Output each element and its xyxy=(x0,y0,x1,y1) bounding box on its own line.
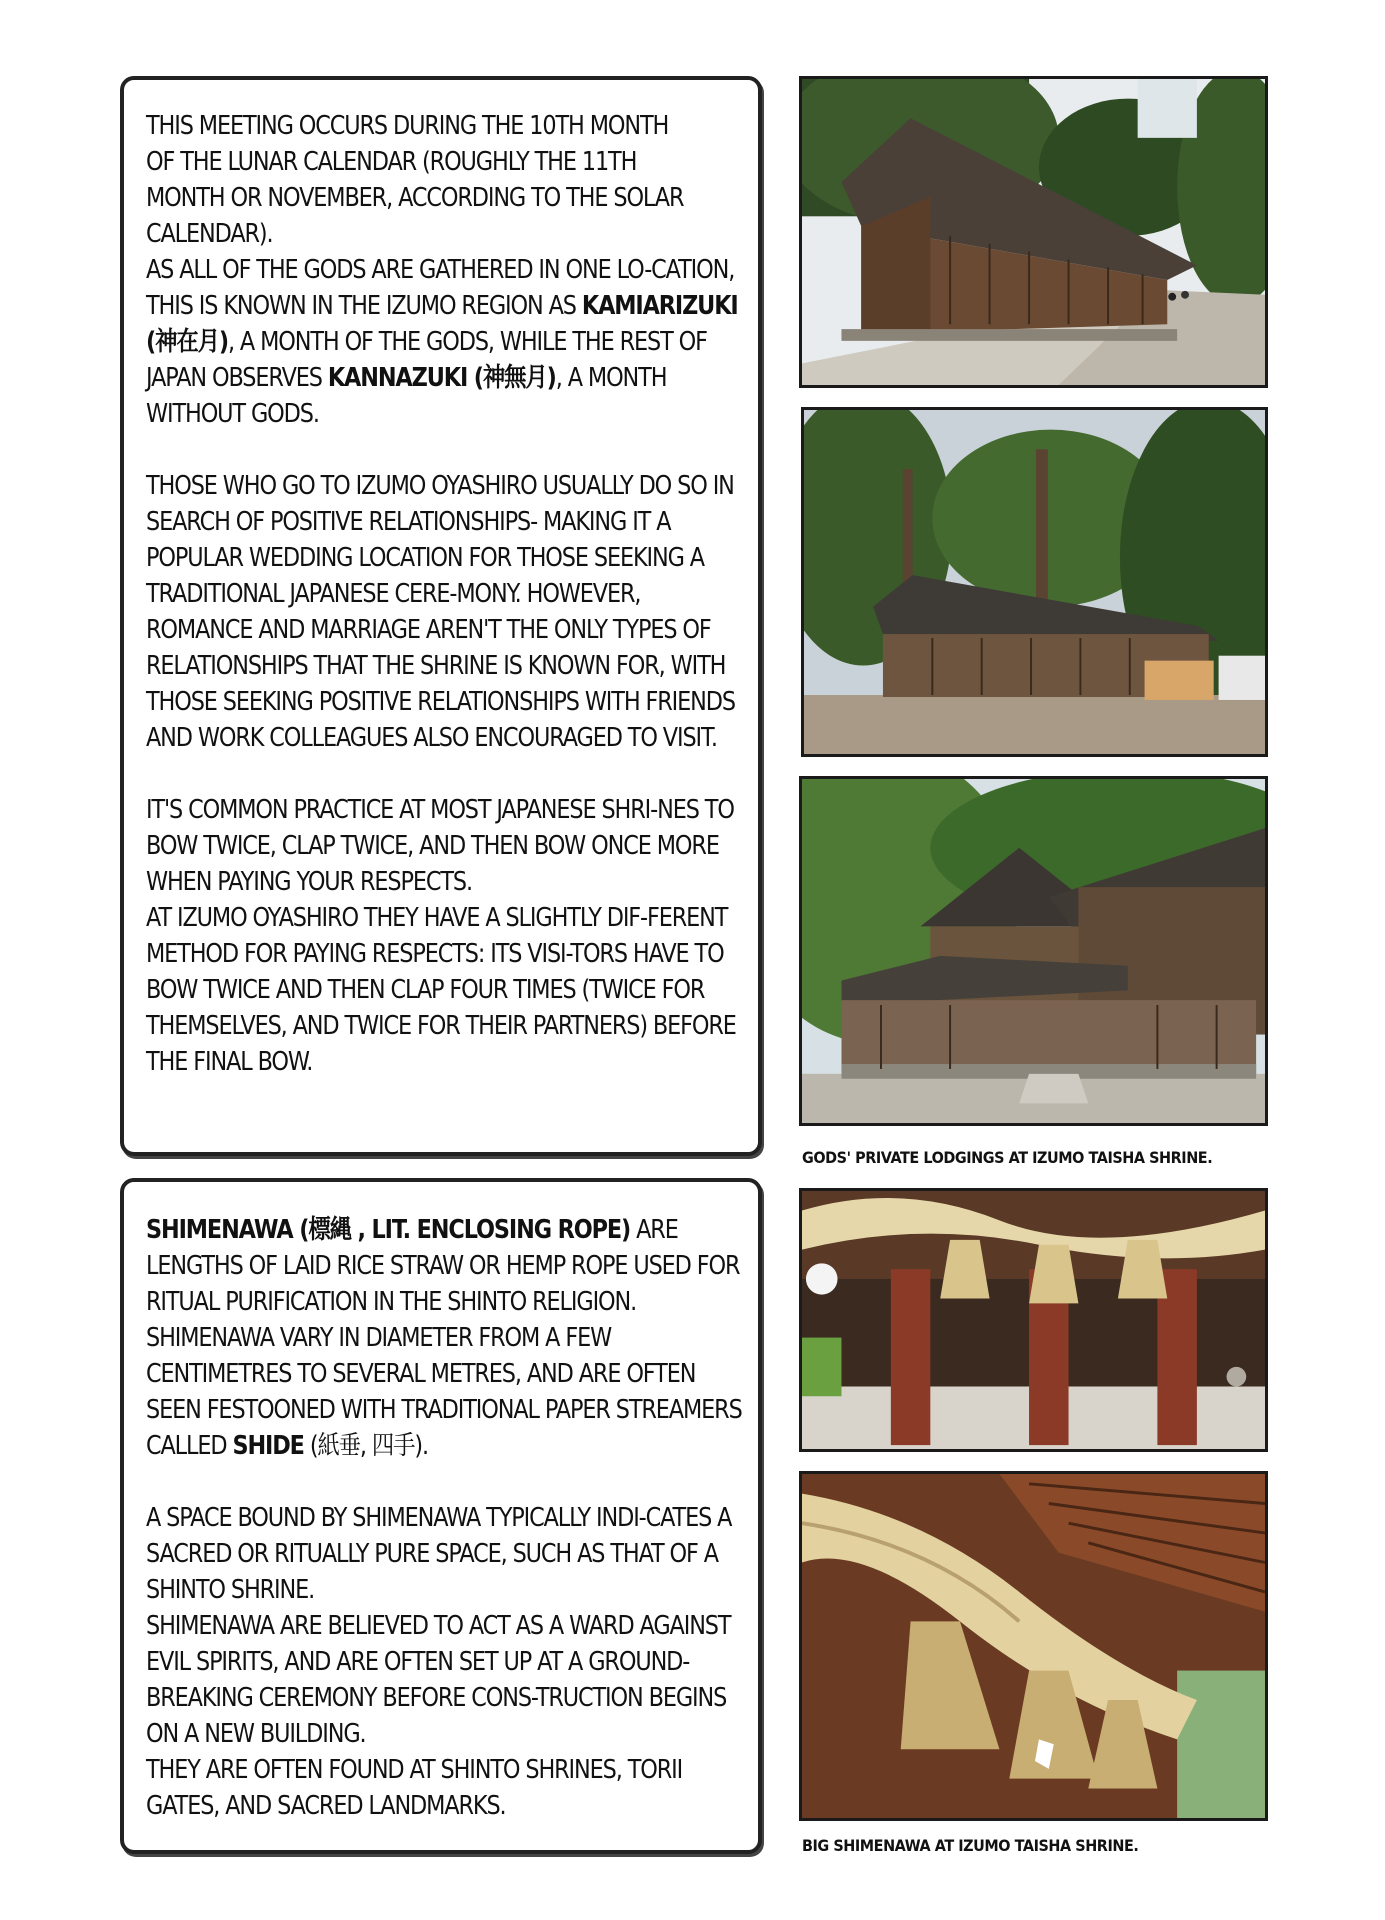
photo-shimenawa-closeup xyxy=(799,1471,1268,1821)
text-panel-shimenawa xyxy=(120,1178,762,1854)
caption-lodgings: GODS' PRIVATE LODGINGS AT IZUMO TAISHA SHRINE. xyxy=(802,1148,1213,1167)
photo-lodging-hall-trees xyxy=(801,407,1268,757)
photo-shimenawa-entrance xyxy=(799,1188,1268,1452)
term-shimenawa: SHIMENAWA (標縄 , LIT. ENCLOSING ROPE) xyxy=(146,1215,631,1245)
photo-lodging-hall-path xyxy=(799,76,1268,388)
panel-text xyxy=(146,108,748,1116)
paragraph-relationships: THOSE WHO GO TO IZUMO OYASHIRO USUALLY DO SO IN SEARCH OF POSITIVE RELATIONSHIPS- MAKING IT A POPULAR WEDDING LOCATION FOR THOSE SEEKING A TRADITIONAL JAPANESE CERE-MONY. HOWEVER, ROMANCE AND MARRIAGE AREN'T THE ONLY TYPES OF RELATIONSHIPS THAT THE SHRINE IS KNOWN FOR, WITH THOSE SEEKING POSITIVE RELATIONSHIPS WITH FRIENDS AND WORK COLLEAGUES ALSO ENCOURAGED TO VISIT. xyxy=(146,471,735,753)
text-panel-kamiarizuki xyxy=(120,76,762,1156)
photo-shrine-buildings xyxy=(799,776,1268,1126)
caption-shimenawa: BIG SHIMENAWA AT IZUMO TAISHA SHRINE. xyxy=(802,1836,1139,1855)
paragraph-shimenawa: SHIMENAWA (標縄 , LIT. ENCLOSING ROPE) ARE LENGTHS OF LAID RICE STRAW OR HEMP ROPE USED FOR RITUAL PURIFICATION IN THE SHINTO RELIGION. SHIMENAWA VARY IN DIAMETER FROM A FEW CENTIMETRES TO SEVERAL METRES, AND ARE OFTEN SEEN FESTOONED WITH TRADITIONAL PAPER STREAMERS CALLED SHIDE (紙垂, 四手). xyxy=(146,1215,742,1461)
panel-text xyxy=(146,1212,748,1860)
term-kamiarizuki: KAMIARIZUKI xyxy=(581,291,738,321)
paragraph-sacred-space: A SPACE BOUND BY SHIMENAWA TYPICALLY INDI-CATES A SACRED OR RITUALLY PURE SPACE, SUCH AS THAT OF A SHINTO SHRINE. SHIMENAWA ARE BELIEVED TO ACT AS A WARD AGAINST EVIL SPIRITS, AND ARE OFTEN SET UP AT A GROUND-BREAKING CEREMONY BEFORE CONS-TRUCTION BEGINS ON A NEW BUILDING. THEY ARE OFTEN FOUND AT SHINTO SHRINES, TORII GATES, AND SACRED LANDMARKS. xyxy=(146,1503,732,1821)
term-shide: SHIDE xyxy=(232,1431,304,1461)
term-kannazuki: KANNAZUKI xyxy=(327,363,468,393)
paragraph-bowing: IT'S COMMON PRACTICE AT MOST JAPANESE SHRI-NES TO BOW TWICE, CLAP TWICE, AND THEN BOW ONCE MORE WHEN PAYING YOUR RESPECTS. AT IZUMO OYASHIRO THEY HAVE A SLIGHTLY DIF-FERENT METHOD FOR PAYING RESPECTS: ITS VISI-TORS HAVE TO BOW TWICE AND THEN CLAP FOUR TIMES (TWICE FOR THEMSELVES, AND TWICE FOR THEIR PARTNERS) BEFORE THE FINAL BOW. xyxy=(146,795,736,1077)
paragraph-lunar-month: THIS MEETING OCCURS DURING THE 10TH MONTH OF THE LUNAR CALENDAR (ROUGHLY THE 11TH MONTH OR NOVEMBER, ACCORDING TO THE SOLAR CALENDAR). AS ALL OF THE GODS ARE GATHERED IN ONE LO-CATION, THIS IS KNOWN IN THE IZUMO REGION AS KAMIARIZUKI (神在月), A MONTH OF THE GODS, WHILE THE REST OF JAPAN OBSERVES KANNAZUKI (神無月), A MONTH WITHOUT GODS. xyxy=(146,111,738,429)
